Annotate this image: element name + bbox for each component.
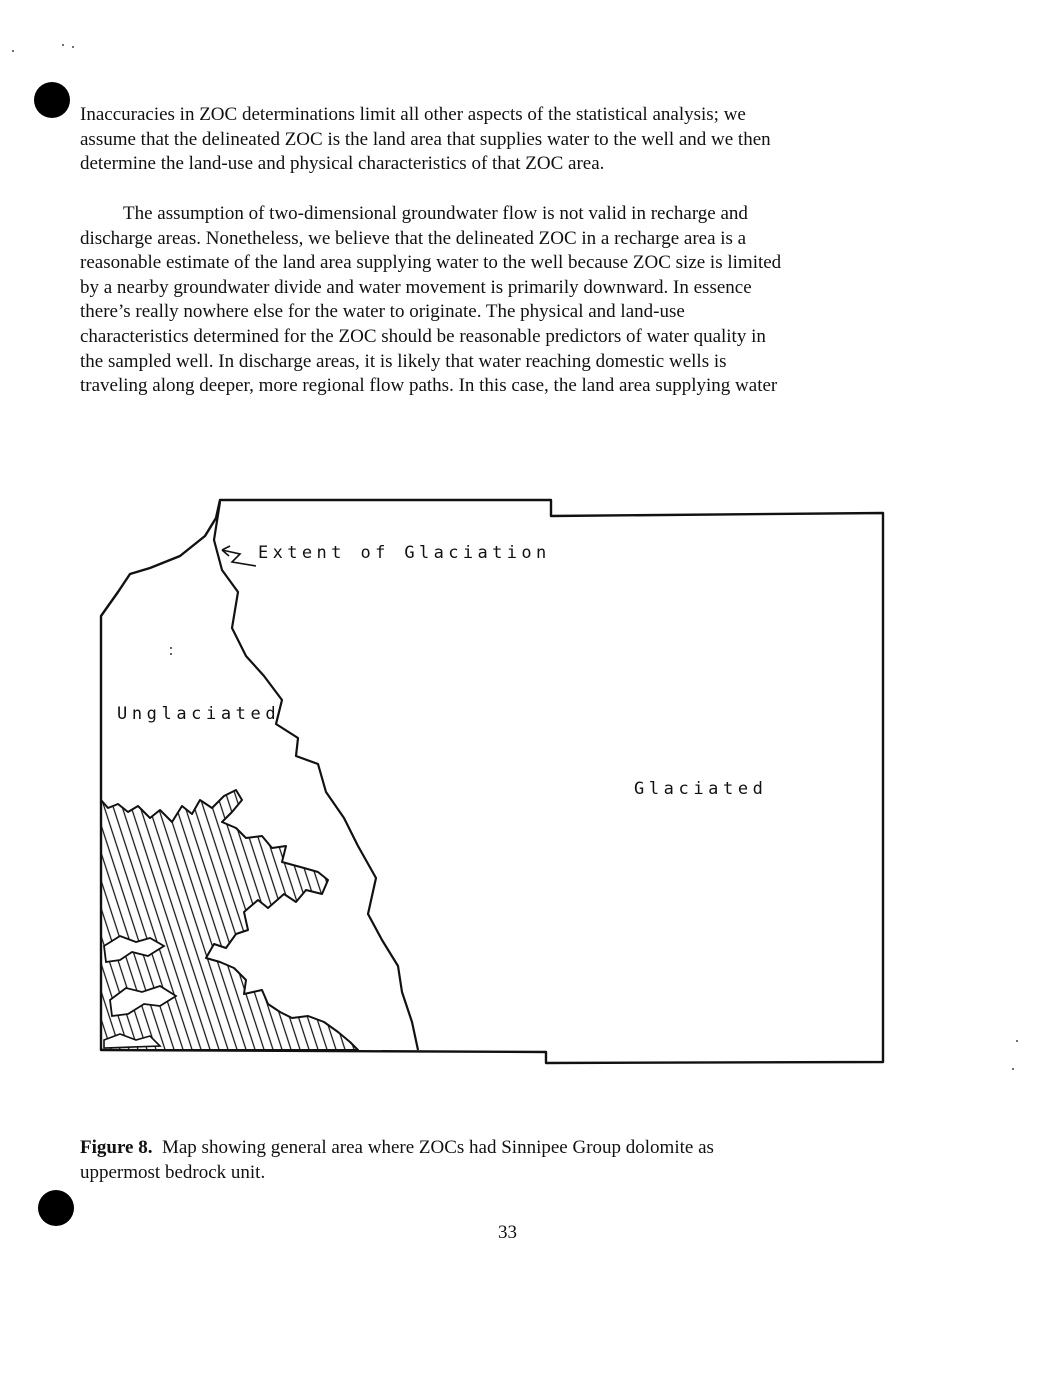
text-line: reasonable estimate of the land area supplying water to the well because ZOC size is limited	[80, 252, 782, 274]
text-line: the sampled well. In discharge areas, it is likely that water reaching domestic wells is	[80, 350, 727, 372]
scan-speck	[12, 50, 14, 52]
body-paragraph	[80, 202, 930, 399]
glaciation-map	[95, 495, 890, 1070]
caption-text: uppermost bedrock unit.	[80, 1161, 266, 1183]
scan-speck	[1016, 1040, 1018, 1042]
punch-hole	[34, 82, 70, 118]
scan-speck	[62, 44, 64, 46]
scan-speck	[170, 653, 172, 655]
figure-label: Figure 8.	[80, 1137, 153, 1158]
text-line: traveling along deeper, more regional flow paths. In this case, the land area supplying water	[80, 375, 778, 397]
page-number: 33	[498, 1222, 517, 1243]
text-line: by a nearby groundwater divide and water movement is primarily downward. In essence	[80, 276, 752, 298]
text-line: Inaccuracies in ZOC determinations limit all other aspects of the statistical analysis; we	[80, 104, 746, 125]
text-line: determine the land-use and physical characteristics of that ZOC area.	[80, 153, 605, 175]
sinnipee-dolomite-area	[101, 790, 358, 1050]
punch-hole	[38, 1190, 74, 1226]
scan-speck	[72, 46, 74, 48]
scan-speck	[170, 647, 172, 649]
text-line: assume that the delineated ZOC is the land area that supplies water to the well and we then	[80, 128, 771, 150]
figure-caption	[80, 1136, 930, 1185]
glaciated-label: Glaciated	[634, 779, 768, 799]
glaciation-boundary-line	[214, 502, 418, 1050]
text-line: characteristics determined for the ZOC should be reasonable predictors of water quality in	[80, 325, 766, 347]
unglaciated-label: Unglaciated	[117, 704, 281, 724]
text-line: The assumption of two-dimensional groundwater flow is not valid in recharge and	[123, 203, 748, 224]
text-line: discharge areas. Nonetheless, we believe that the delineated ZOC in a recharge area is a	[80, 227, 747, 249]
scan-speck	[1012, 1068, 1014, 1070]
body-paragraph	[80, 103, 930, 177]
arrow-icon	[222, 550, 256, 566]
extent-of-glaciation-label: Extent of Glaciation	[258, 543, 551, 563]
text-line: there’s really nowhere else for the water to originate. The physical and land-use	[80, 301, 685, 323]
caption-line	[80, 1136, 930, 1161]
caption-text: Map showing general area where ZOCs had Sinnipee Group dolomite as	[161, 1137, 714, 1158]
